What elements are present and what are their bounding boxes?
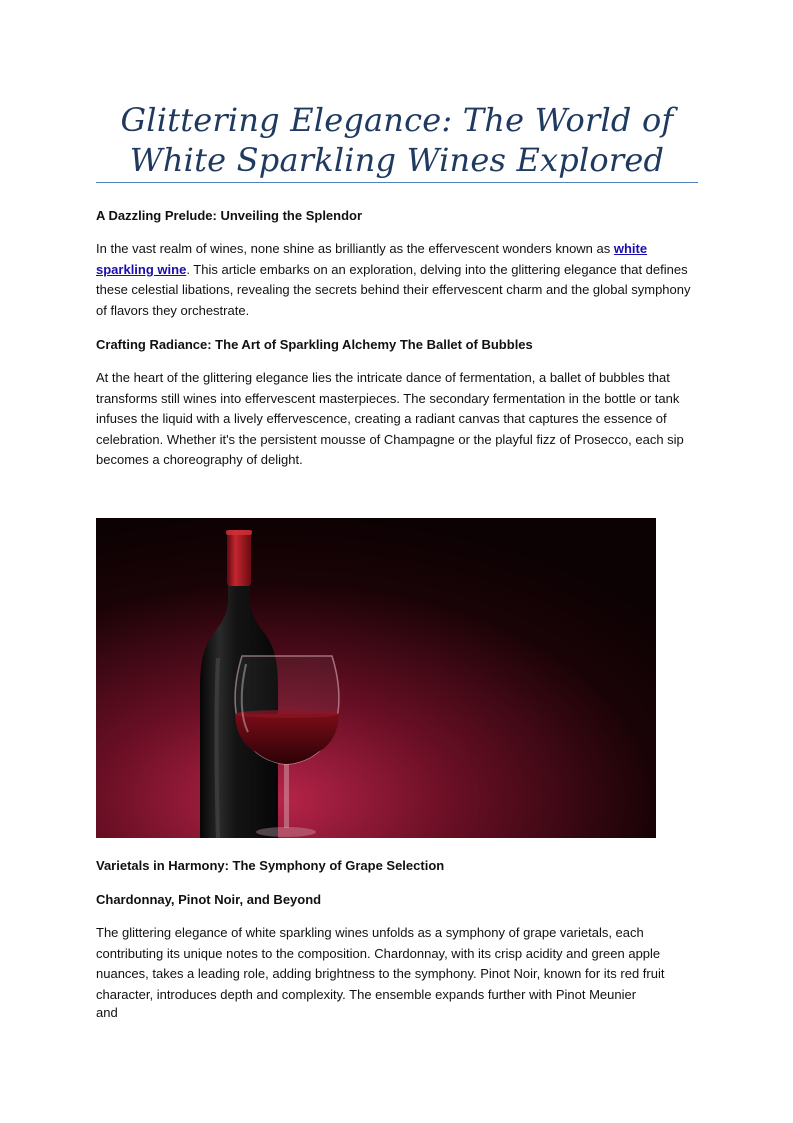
page-title: Glittering Elegance: The World of White Sparkling Wines Explored — [120, 101, 674, 179]
title-underline — [96, 182, 698, 183]
section1-paragraph — [96, 239, 696, 321]
section1-heading: A Dazzling Prelude: Unveiling the Splendor — [96, 208, 363, 223]
photo-background — [96, 518, 656, 838]
bottle-foil — [227, 530, 251, 586]
glass-base — [256, 827, 316, 837]
section2-paragraph: At the heart of the glittering elegance lies the intricate dance of fermentation, a ballet of bubbles that transforms still wines into effervescent masterpieces. The secondary fermentation in the bottle or tank infuses the liquid with a lively effervescence, creating a radiant canvas that captures the essence of celebration. Whether it's the persistent mousse of Champagne or the playful fizz of Prosecco, each sip becomes a choreography of delight. — [96, 370, 684, 468]
section3-paragraph: The glittering elegance of white sparkling wines unfolds as a symphony of grape varietals, each contributing its unique notes to the composition. Chardonnay, with its crisp acidity and green apple nuances, takes a leading role, adding brightness to the symphony. Pinot Noir, known for its red fruit character, introduces depth and complexity. The ensemble expands further with Pinot Meunier — [96, 925, 665, 1002]
wine-photo-graphic — [96, 518, 656, 838]
section2-heading: Crafting Radiance: The Art of Sparkling Alchemy The Ballet of Bubbles — [96, 337, 533, 352]
trailing-word: and — [96, 1005, 118, 1020]
section3-heading: Varietals in Harmony: The Symphony of Grape Selection — [96, 858, 445, 873]
wine-bottle-and-glass-photo — [96, 518, 656, 838]
white-sparkling-wine-link[interactable]: white sparkling wine — [96, 241, 648, 277]
section1-text-after-link: . This article embarks on an exploration, delving into the glittering elegance that defines these celestial libations, revealing the secrets behind their effervescent charm and the global symphony of flavors they orchestrate. — [96, 261, 691, 318]
section3-subheading: Chardonnay, Pinot Noir, and Beyond — [96, 892, 322, 907]
section1-text-before-link: In the vast realm of wines, none shine as brilliantly as the effervescent wonders known as — [96, 241, 614, 256]
glass-stem — [284, 764, 289, 828]
